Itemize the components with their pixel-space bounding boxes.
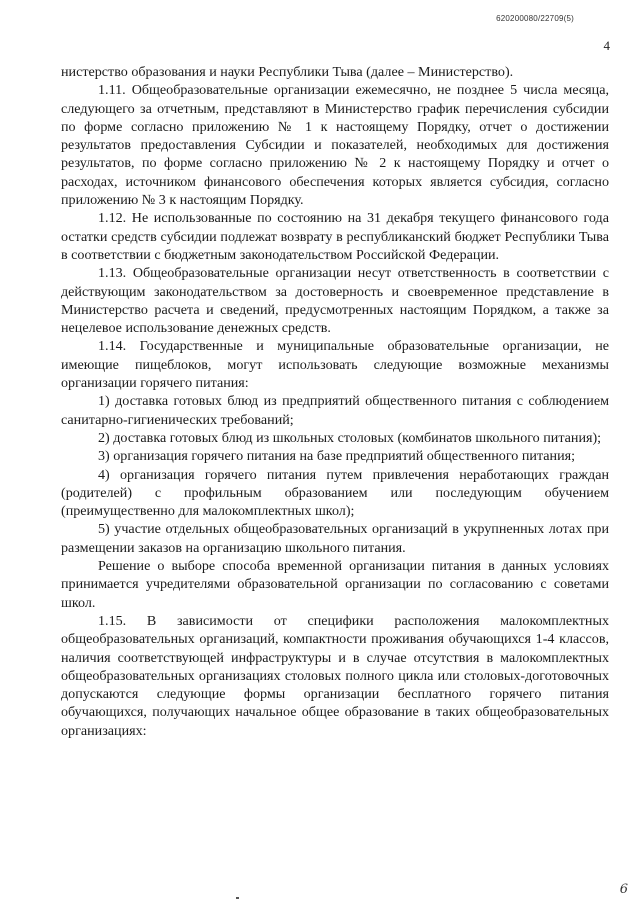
paragraph-decision: Решение о выборе способа временной организации питания в данных условиях принимается учредителями образовательной организации по согласованию с советами школ. [61, 558, 609, 611]
document-id: 620200080/22709(5) [496, 14, 574, 23]
handwritten-page-mark: 6 [619, 882, 628, 897]
document-body [61, 63, 609, 740]
scan-artifact [236, 897, 239, 899]
paragraph-1-13: 1.13. Общеобразовательные организации несут ответственность в соответствии с действующим законодательством за достоверность и своевременное представление в Министерство расчета и сведений, предусмотренных настоящим Порядком, а также за нецелевое использование денежных средств. [61, 265, 609, 337]
list-item-2: 2) доставка готовых блюд из школьных столовых (комбинатов школьного питания); [98, 429, 602, 446]
paragraph-continuation: нистерство образования и науки Республики Тыва (далее – Министерство). [61, 64, 514, 80]
list-item-4: 4) организация горячего питания путем привлечения неработающих граждан (родителей) с профильным образованием или последующим обучением (преимущественно для малокомплектных школ); [61, 466, 609, 520]
paragraph-1-12: 1.12. Не использованные по состоянию на 31 декабря текущего финансового года остатки средств субсидии подлежат возврату в республиканский бюджет Республики Тыва в соответствии с бюджетным законодательством Российской Федерации. [61, 210, 609, 263]
paragraph-1-11: 1.11. Общеобразовательные организации ежемесячно, не позднее 5 числа месяца, следующего за отчетным, представляют в Министерство график перечисления субсидии по форме согласно приложению № 1 к настоящему Порядку, отчет о достижении результатов предоставления Субсидии и показателей, необходимых для достижения результатов, по форме согласно приложению № 2 к настоящему Порядку и отчет о расходах, источником финансового обеспечения которых является субсидия, согласно приложению № 3 к настоящим Порядку. [61, 82, 609, 209]
paragraph-1-15: 1.15. В зависимости от специфики расположения малокомплектных общеобразовательных организаций, компактности проживания обучающихся 1-4 классов, наличия соответствующей инфраструктуры и в случае отсутствия в малокомплектных общеобразовательных организациях столовых полного цикла или столовых-доготовочных допускаются следующие формы организации бесплатного горячего питания обучающихся, получающих начальное общее образование в таких общеобразовательных организациях: [61, 612, 609, 739]
list-item-5: 5) участие отдельных общеобразовательных организаций в укрупненных лотах при размещении заказов на организацию школьного питания. [61, 521, 609, 556]
list-item-3: 3) организация горячего питания на базе предприятий общественного питания; [98, 448, 576, 465]
list-item-1: 1) доставка готовых блюд из предприятий общественного питания с соблюдением санитарно-гигиенических требований; [61, 393, 609, 428]
page-number: 4 [603, 38, 610, 53]
paragraph-1-14: 1.14. Государственные и муниципальные образовательные организации, не имеющие пищеблоков, могут использовать следующие возможные механизмы организации горячего питания: [61, 338, 609, 392]
